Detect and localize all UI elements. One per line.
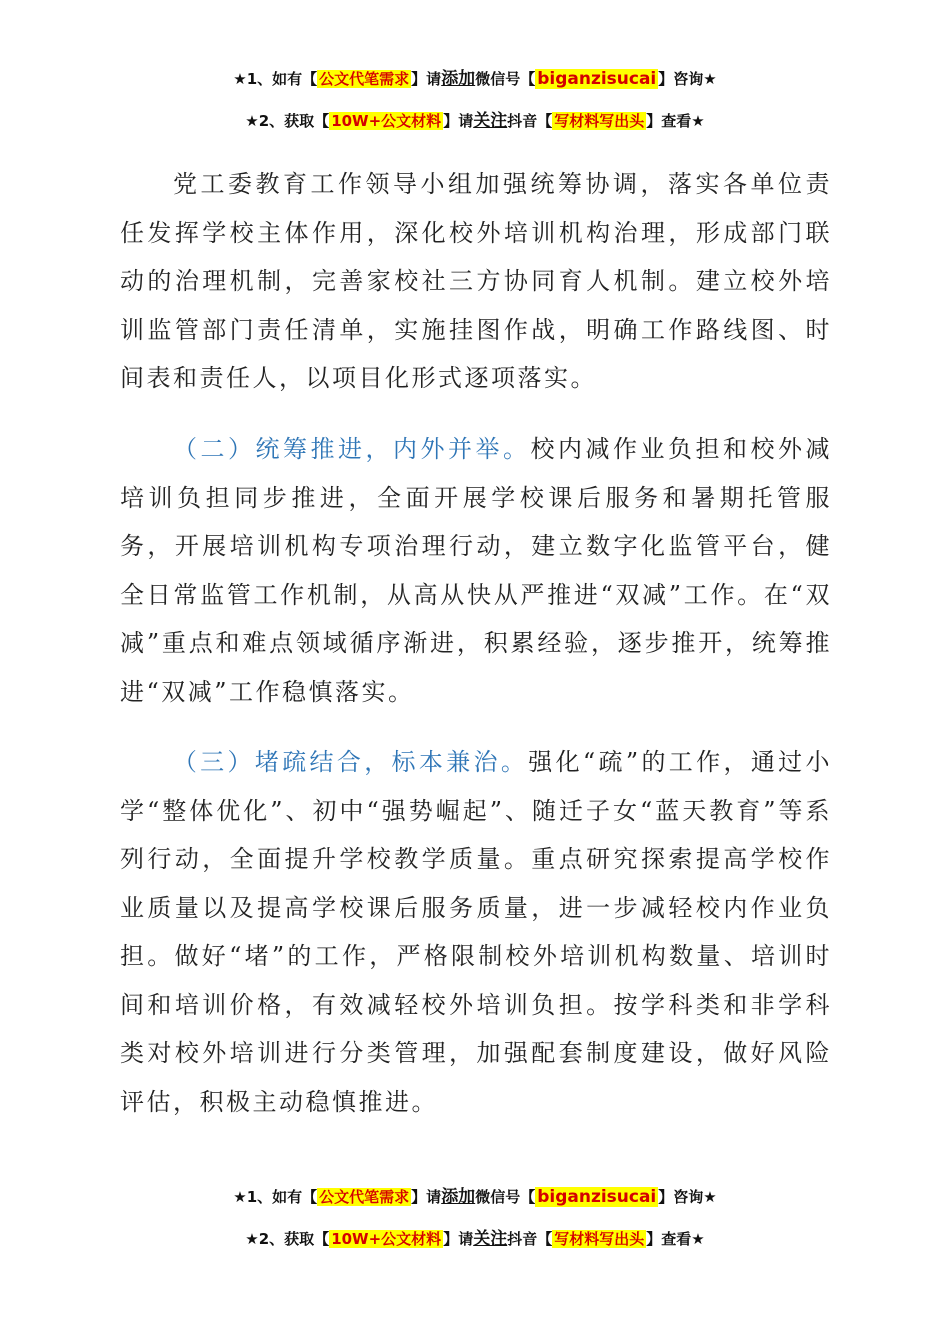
paragraph-3 [120,738,832,1126]
banner-highlight: 写材料写出头 [554,112,645,130]
bottom-banner-line-2 [0,1228,950,1250]
banner-text: 】请 [411,70,442,88]
banner-underlined: 添加 [441,1187,476,1207]
top-banner-line-1 [0,68,950,90]
banner-highlight: 公文代笔需求 [319,70,410,88]
banner-text: 】查看★ [646,1230,705,1248]
top-banner-line-2 [0,110,950,132]
section-heading-3: （三）堵疏结合，标本兼治。 [172,748,529,776]
section-heading-2: （二）统筹推进，内外并举。 [172,435,531,463]
banner-highlight: 公文代笔需求 [319,1188,410,1206]
banner-text: ★1、如有【 [233,1188,318,1206]
paragraph-2-text: 校内减作业负担和校外减培训负担同步推进，全面开展学校课后服务和暑期托管服务，开展培训机构专项治理行动，建立数字化监管平台，健全日常监管工作机制，从高从快从严推进“双减”工作。在“双减”重点和难点领域循序渐进，积累经验，逐步推开，统筹推进“双减”工作稳慎落实。 [120,435,832,706]
banner-text: 微信号【 [475,70,536,88]
paragraph-1-text: 党工委教育工作领导小组加强统筹协调，落实各单位责任发挥学校主体作用，深化校外培训机构治理，形成部门联动的治理机制，完善家校社三方协同育人机制。建立校外培训监管部门责任清单，实施挂图作战，明确工作路线图、时间表和责任人，以项目化形式逐项落实。 [120,170,832,392]
banner-wechat-id: biganzisucai [537,69,657,89]
banner-text: 抖音【 [507,1230,553,1248]
banner-text: ★2、获取【 [245,1230,330,1248]
banner-text: 微信号【 [475,1188,536,1206]
banner-highlight: 10W+公文材料 [331,1230,442,1248]
banner-text: 】查看★ [646,112,705,130]
banner-underlined: 关注 [473,111,508,131]
banner-text: 】请 [443,112,474,130]
paragraph-3-text: 强化“疏”的工作，通过小学“整体优化”、初中“强势崛起”、随迁子女“蓝天教育”等系列行动，全面提升学校教学质量。重点研究探索提高学校作业质量以及提高学校课后服务质量，进一步减轻校内作业负担。做好“堵”的工作，严格限制校外培训机构数量、培训时间和培训价格，有效减轻校外培训负担。按学科类和非学科类对校外培训进行分类管理，加强配套制度建设，做好风险评估，积极主动稳慎推进。 [120,748,832,1116]
banner-underlined: 添加 [441,69,476,89]
bottom-banner-line-1 [0,1186,950,1208]
banner-text: ★1、如有【 [233,70,318,88]
banner-underlined: 关注 [473,1229,508,1249]
banner-wechat-id: biganzisucai [537,1187,657,1207]
banner-text: 】咨询★ [658,1188,717,1206]
banner-text: ★2、获取【 [245,112,330,130]
paragraph-2 [120,425,832,716]
paragraph-1 [120,160,832,403]
banner-text: 抖音【 [507,112,553,130]
banner-highlight: 10W+公文材料 [331,112,442,130]
banner-text: 】请 [443,1230,474,1248]
banner-text: 】咨询★ [658,70,717,88]
banner-highlight: 写材料写出头 [554,1230,645,1248]
banner-text: 】请 [411,1188,442,1206]
